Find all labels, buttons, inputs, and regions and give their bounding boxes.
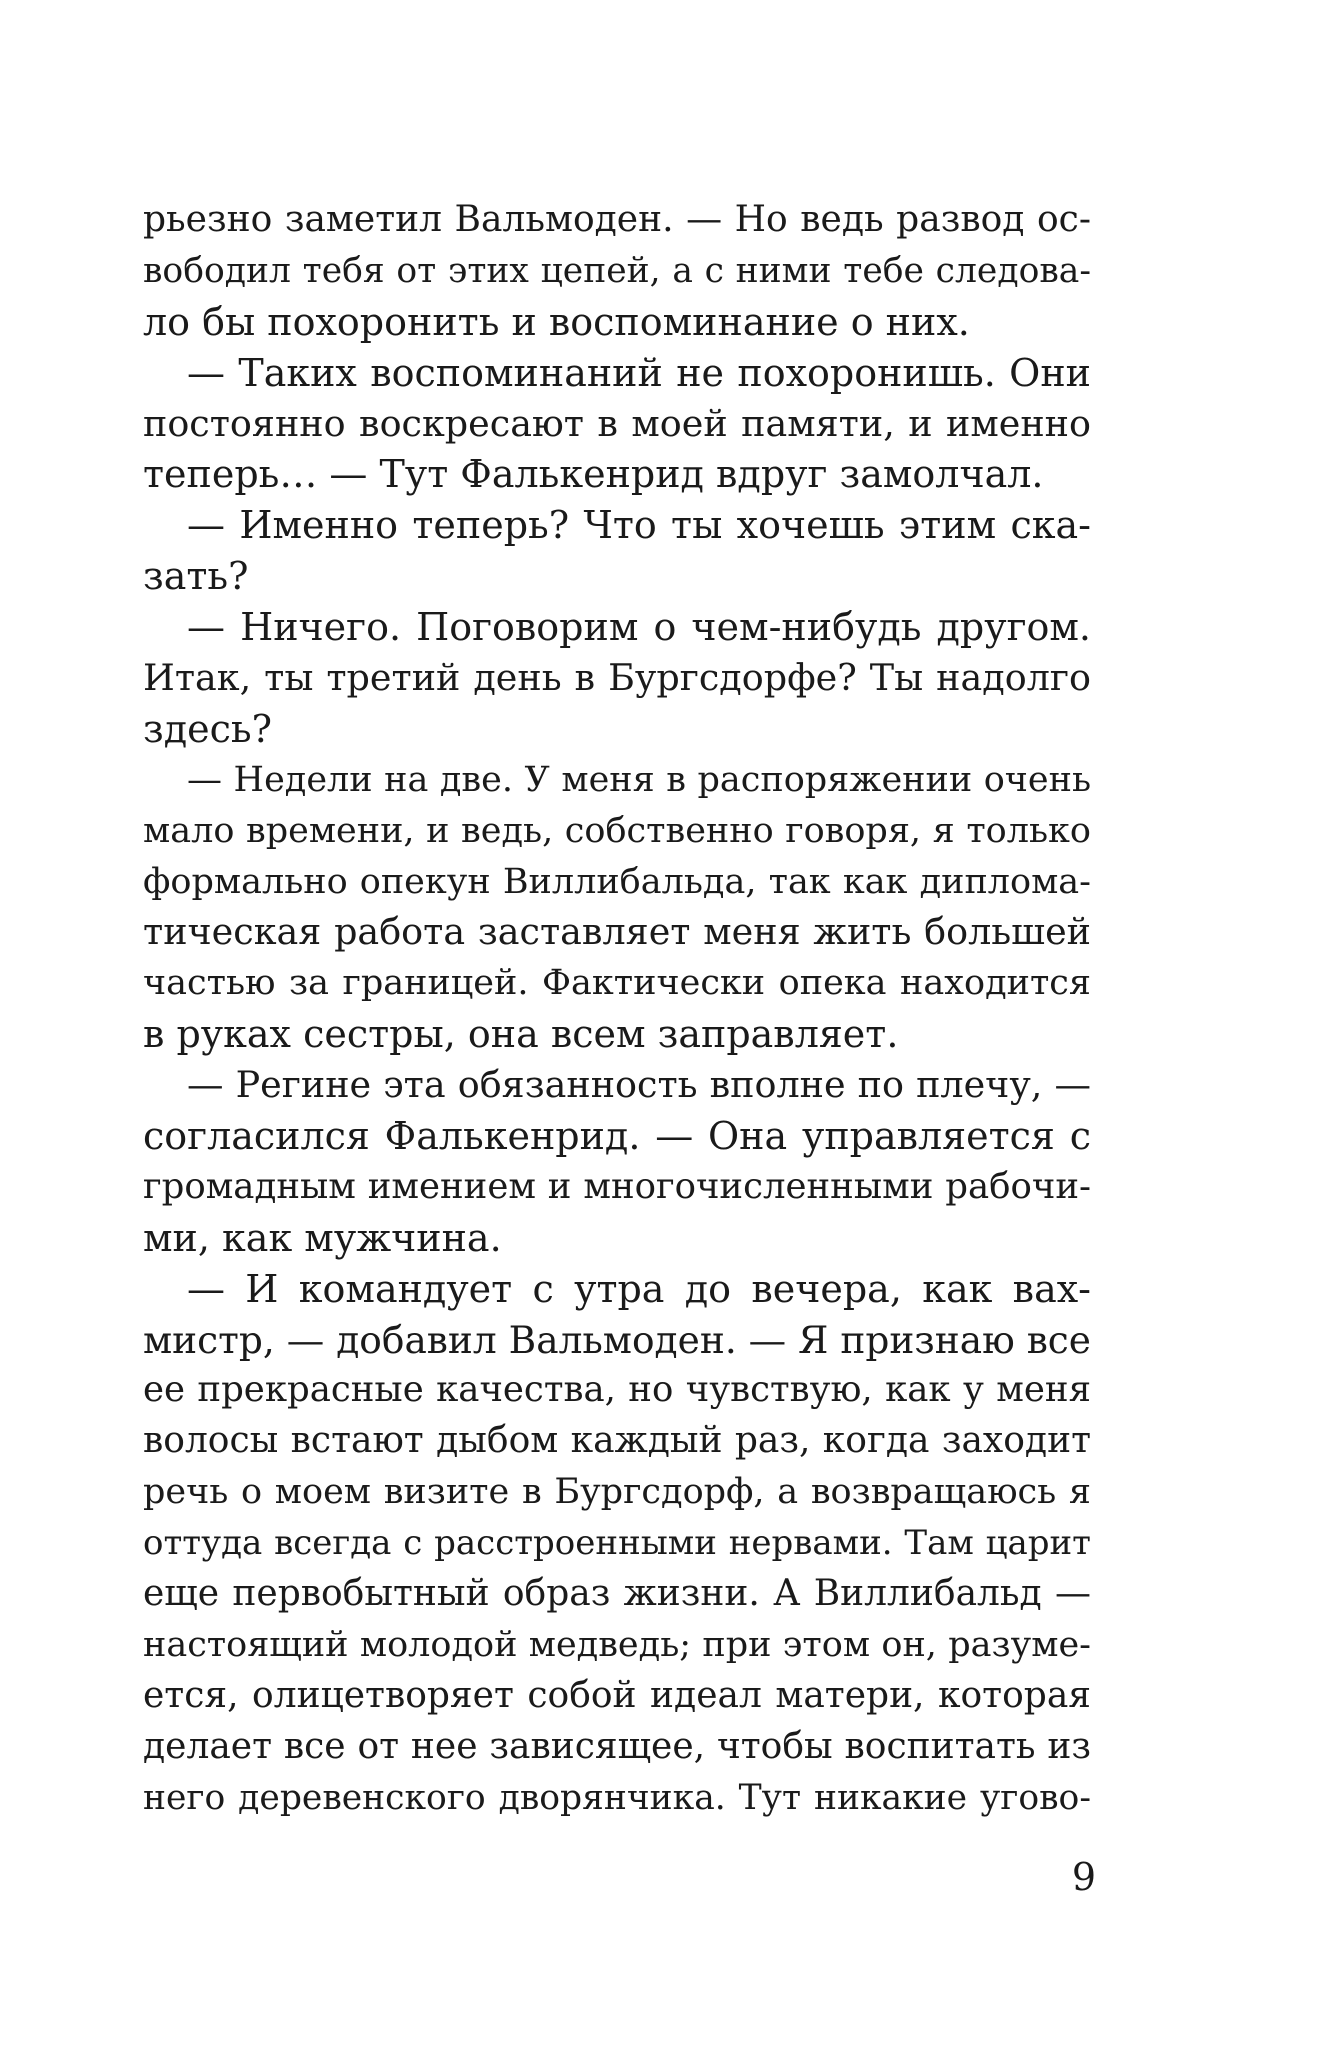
text-line: него деревенского дворянчика. Тут никакие угово- <box>143 1777 1091 1818</box>
text-line: в руках сестры, она всем заправляет. <box>143 1012 899 1057</box>
text-line: Итак, ты третий день в Бургсдорфе? Ты надолго <box>143 656 1091 700</box>
text-line: речь о моем визите в Бургсдорф, а возвращаюсь я <box>143 1472 1091 1513</box>
text-line: ло бы похоронить и воспоминание о них. <box>143 299 970 344</box>
text-line: мало времени, и ведь, собственно говоря, я только <box>143 810 1091 851</box>
page-number: 9 <box>1071 1855 1096 1899</box>
text-line: еще первобытный образ жизни. А Виллибальд — <box>143 1573 1091 1615</box>
text-line: ется, олицетворяет собой идеал матери, которая <box>143 1674 1091 1716</box>
text-line: оттуда всегда с расстроенными нервами. Там царит <box>143 1523 1091 1564</box>
text-line: теперь… — Тут Фалькенрид вдруг замолчал. <box>143 452 1044 497</box>
text-line: здесь? <box>143 706 272 751</box>
text-line: вободил тебя от этих цепей, а с ними тебе следова- <box>143 250 1091 291</box>
text-line: — И командует с утра до вечера, как вах- <box>187 1266 1091 1311</box>
text-line: ее прекрасные качества, но чувствую, как у меня <box>143 1369 1091 1411</box>
text-line: ми, как мужчина. <box>143 1215 502 1260</box>
text-line: постоянно воскресают в моей памяти, и именно <box>143 401 1091 445</box>
text-line: — Недели на две. У меня в распоряжении очень <box>187 759 1091 800</box>
text-line: формально опекун Виллибальда, так как диплома- <box>143 861 1091 902</box>
body-text <box>143 195 1091 1824</box>
text-line: волосы встают дыбом каждый раз, когда заходит <box>143 1420 1091 1462</box>
text-line: тическая работа заставляет меня жить большей <box>143 910 1091 954</box>
text-line: согласился Фалькенрид. — Она управляется с <box>143 1114 1091 1159</box>
text-line: мистр, — добавил Вальмоден. — Я признаю все <box>143 1317 1091 1362</box>
text-line: — Ничего. Поговорим о чем-нибудь другом. <box>187 605 1091 650</box>
text-line: рьезно заметил Вальмоден. — Но ведь развод ос- <box>143 199 1091 240</box>
text-line: зать? <box>143 554 249 599</box>
text-line: — Регине эта обязанность вполне по плечу, — <box>187 1063 1091 1107</box>
text-line: — Именно теперь? Что ты хочешь этим ска- <box>187 503 1091 548</box>
text-line: частью за границей. Фактически опека находится <box>143 963 1091 1004</box>
text-line: — Таких воспоминаний не похоронишь. Они <box>187 350 1091 395</box>
text-line: настоящий молодой медведь; при этом он, разуме- <box>143 1624 1091 1665</box>
text-line: громадным имением и многочисленными рабочи- <box>143 1165 1091 1207</box>
text-line: делает все от нее зависящее, чтобы воспитать из <box>143 1725 1091 1767</box>
